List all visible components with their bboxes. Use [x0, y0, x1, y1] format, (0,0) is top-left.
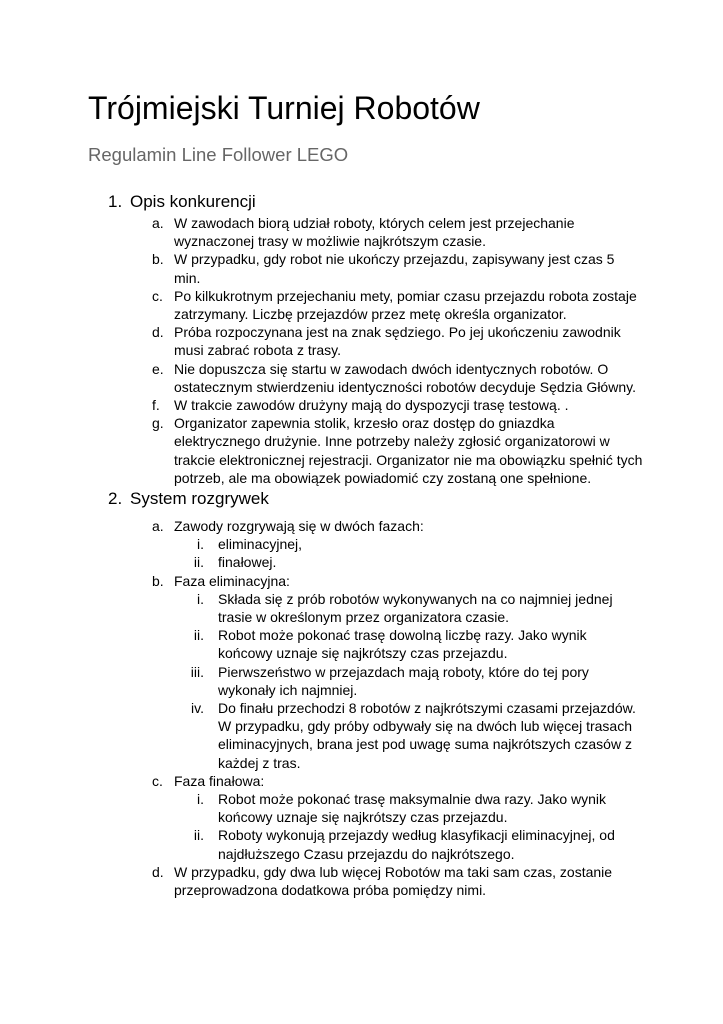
list-item	[0, 863, 723, 899]
section-1-list	[0, 214, 723, 487]
sub-list-item	[0, 553, 723, 571]
list-item-text: W przypadku, gdy robot nie ukończy przejazdu, zapisywany jest czas 5 min.	[174, 251, 615, 286]
document-subtitle: Regulamin Line Follower LEGO	[88, 144, 349, 165]
list-item-text: Faza eliminacyjna:	[174, 572, 290, 589]
section-number: 1.	[108, 192, 123, 211]
sub-list-item	[0, 826, 723, 862]
section-title: Opis konkurencji	[130, 192, 256, 211]
list-marker: c.	[152, 772, 163, 789]
sub-list-item	[0, 663, 723, 699]
list-marker: ii.	[193, 554, 204, 571]
list-marker: c.	[152, 287, 163, 304]
section-title: System rozgrywek	[130, 489, 269, 508]
list-item-text: W zawodach biorą udział roboty, których celem jest przejechanie wyznaczonej trasy w możliwie najkrótszym czasie.	[174, 215, 575, 250]
sub-list-item	[0, 790, 723, 826]
list-marker: i.	[197, 536, 204, 553]
list-item-text: Organizator zapewnia stolik, krzesło oraz dostęp do gniazdka elektrycznego drużynie. Inne potrzeby należy zgłosić organizatorowi w trakcie elektronicznej rejestracji. Organizator nie ma obowiązku spełnić tych potrzeb, ale ma obowiązek powiadomić czy zostaną one spełnione.	[174, 415, 643, 486]
section-heading-1	[108, 191, 256, 213]
section-heading-2	[108, 488, 269, 510]
list-marker: iv.	[191, 700, 204, 717]
list-item-text: W trakcie zawodów drużyny mają do dyspozycji trasę testową. .	[174, 397, 569, 414]
list-marker: b.	[152, 572, 164, 589]
document-title: Trójmiejski Turniej Robotów	[88, 90, 480, 126]
sub-list-item	[0, 626, 723, 662]
sub-list-item	[0, 535, 723, 553]
section-number: 2.	[108, 489, 123, 508]
list-item-text: Składa się z prób robotów wykonywanych na co najmniej jednej trasie w określonym przez organizatora czasie.	[218, 590, 613, 626]
list-marker: ii.	[193, 627, 204, 644]
list-marker: f.	[152, 397, 160, 414]
list-item-text: finałowej.	[218, 554, 277, 571]
sub-list-item	[0, 590, 723, 626]
list-item	[0, 414, 723, 487]
list-marker: a.	[152, 518, 164, 534]
list-item-text: Po kilkukrotnym przejechaniu mety, pomiar czasu przejazdu robota zostaje zatrzymany. Liczbę przejazdów przez metę określa organizator.	[174, 287, 637, 323]
list-marker: a.	[152, 215, 164, 231]
list-item-text: Robot może pokonać trasę dowolną liczbę razy. Jako wynik końcowy uznaje się najkrótszy czas przejazdu.	[218, 627, 587, 662]
list-marker: g.	[152, 415, 164, 432]
list-item	[0, 323, 723, 359]
list-item	[0, 360, 723, 396]
list-marker: i.	[197, 590, 204, 607]
list-item	[0, 287, 723, 323]
list-item-text: Roboty wykonują przejazdy według klasyfikacji eliminacyjnej, od najdłuższego Czasu przejazdu do najkrótszego.	[218, 827, 615, 862]
list-item-text: Zawody rozgrywają się w dwóch fazach:	[174, 518, 424, 534]
list-item	[0, 250, 723, 286]
list-item-text: Pierwszeństwo w przejazdach mają roboty, które do tej pory wykonały ich najmniej.	[218, 663, 589, 698]
list-marker: iii.	[190, 663, 204, 680]
list-marker: e.	[152, 360, 164, 377]
list-marker: d.	[152, 863, 164, 880]
list-marker: i.	[197, 791, 204, 808]
list-item	[0, 396, 723, 414]
list-marker: d.	[152, 324, 164, 341]
list-item-text: Robot może pokonać trasę maksymalnie dwa razy. Jako wynik końcowy uznaje się najkrótszy czas przejazdu.	[218, 791, 607, 826]
list-item	[0, 772, 723, 790]
section-2-list	[0, 517, 723, 899]
sub-list-item	[0, 699, 723, 772]
list-marker: ii.	[193, 827, 204, 844]
list-item-text: Nie dopuszcza się startu w zawodach dwóch identycznych robotów. O ostatecznym stwierdzeniu identyczności robotów decyduje Sędzia Główny.	[174, 360, 636, 395]
list-item-text: eliminacyjnej,	[218, 536, 303, 553]
list-item-text: W przypadku, gdy dwa lub więcej Robotów ma taki sam czas, zostanie przeprowadzona dodatkowa próba pomiędzy nimi.	[174, 863, 613, 899]
list-item-text: Do finału przechodzi 8 robotów z najkrótszymi czasami przejazdów. W przypadku, gdy próby odbywały się na dwóch lub więcej trasach eliminacyjnych, brana jest pod uwagę suma najkrótszych czasów z każdej z tras.	[218, 700, 636, 771]
list-item-text: Próba rozpoczynana jest na znak sędziego. Po jej ukończeniu zawodnik musi zabrać robota z trasy.	[174, 324, 621, 359]
list-item-text: Faza finałowa:	[174, 772, 265, 789]
list-item	[0, 572, 723, 590]
list-marker: b.	[152, 251, 164, 268]
list-item	[0, 517, 723, 535]
list-item	[0, 214, 723, 250]
